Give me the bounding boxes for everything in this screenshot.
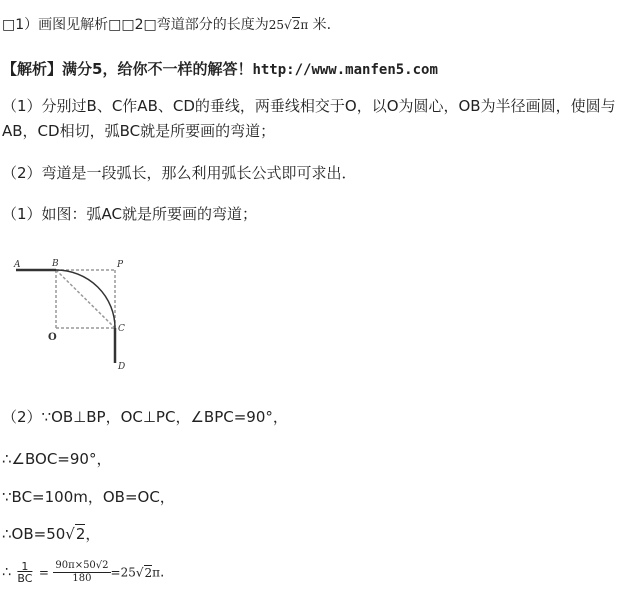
- answer-root: 2: [292, 18, 301, 32]
- sol5-pi: π: [152, 565, 161, 580]
- sol4-prefix: ∴OB=50: [2, 525, 66, 543]
- analysis-url: http://www.manfen5.com: [252, 62, 438, 78]
- label-a: A: [14, 260, 21, 270]
- sol5-prefix: ∴: [2, 564, 11, 581]
- step3-line: （1）如图：弧AC就是所要画的弯道；: [2, 205, 258, 223]
- answer-prefix: □1）画图见解析□□2□弯道部分的长度为: [2, 17, 269, 33]
- sol5-suffix: .: [160, 564, 165, 581]
- fraction-denominator: 180: [72, 573, 92, 584]
- dashed-bc: [56, 270, 115, 328]
- arc-label: $\frac{1}{BC}$: [17, 559, 33, 585]
- answer-suffix: 米.: [308, 17, 332, 33]
- step2-line: （2）弯道是一段弧长，那么利用弧长公式即可求出．: [2, 164, 357, 182]
- solution-line-5: ∴ $\frac{1}{BC}$ = $\frac{90\pi\times 50√2}{180}$ =25√2π.: [2, 559, 165, 585]
- sol5-eq: =25: [110, 565, 136, 580]
- label-o: O: [48, 332, 57, 343]
- sol5-root: 2: [144, 565, 153, 580]
- curve-diagram: [10, 255, 160, 380]
- label-c: C: [118, 324, 125, 334]
- solution-line-1: （2）∵OB⊥BP，OC⊥PC，∠BPC=90°，: [2, 408, 288, 426]
- fraction-numerator: 90π×50√2: [55, 560, 109, 571]
- solution-line-2: ∴∠BOC=90°，: [2, 450, 112, 468]
- arc-fraction: [53, 560, 110, 585]
- answer-coef: 25: [268, 18, 285, 32]
- analysis-header: [2, 58, 438, 79]
- answer-pi: π: [300, 18, 309, 32]
- answer-line: □1）画图见解析□□2□弯道部分的长度为25√2π 米.: [2, 17, 332, 33]
- label-p: P: [117, 260, 124, 270]
- step1-line-a: （1）分别过B、C作AB、CD的垂线，两垂线相交于O，以O为圆心，OB为半径画圆，使圆与: [2, 97, 616, 115]
- sol4-suffix: ，: [85, 525, 101, 543]
- label-b: B: [52, 259, 59, 269]
- label-d: D: [118, 362, 126, 372]
- sol4-root: 2: [75, 525, 86, 543]
- solution-line-4: ∴OB=50√2，: [2, 525, 101, 543]
- analysis-title: 【解析】满分5，给你不一样的解答！: [2, 60, 253, 78]
- solution-line-3: ∵BC=100m，OB=OC，: [2, 488, 175, 506]
- step1-line-b: AB，CD相切，弧BC就是所要画的弯道；: [2, 122, 276, 140]
